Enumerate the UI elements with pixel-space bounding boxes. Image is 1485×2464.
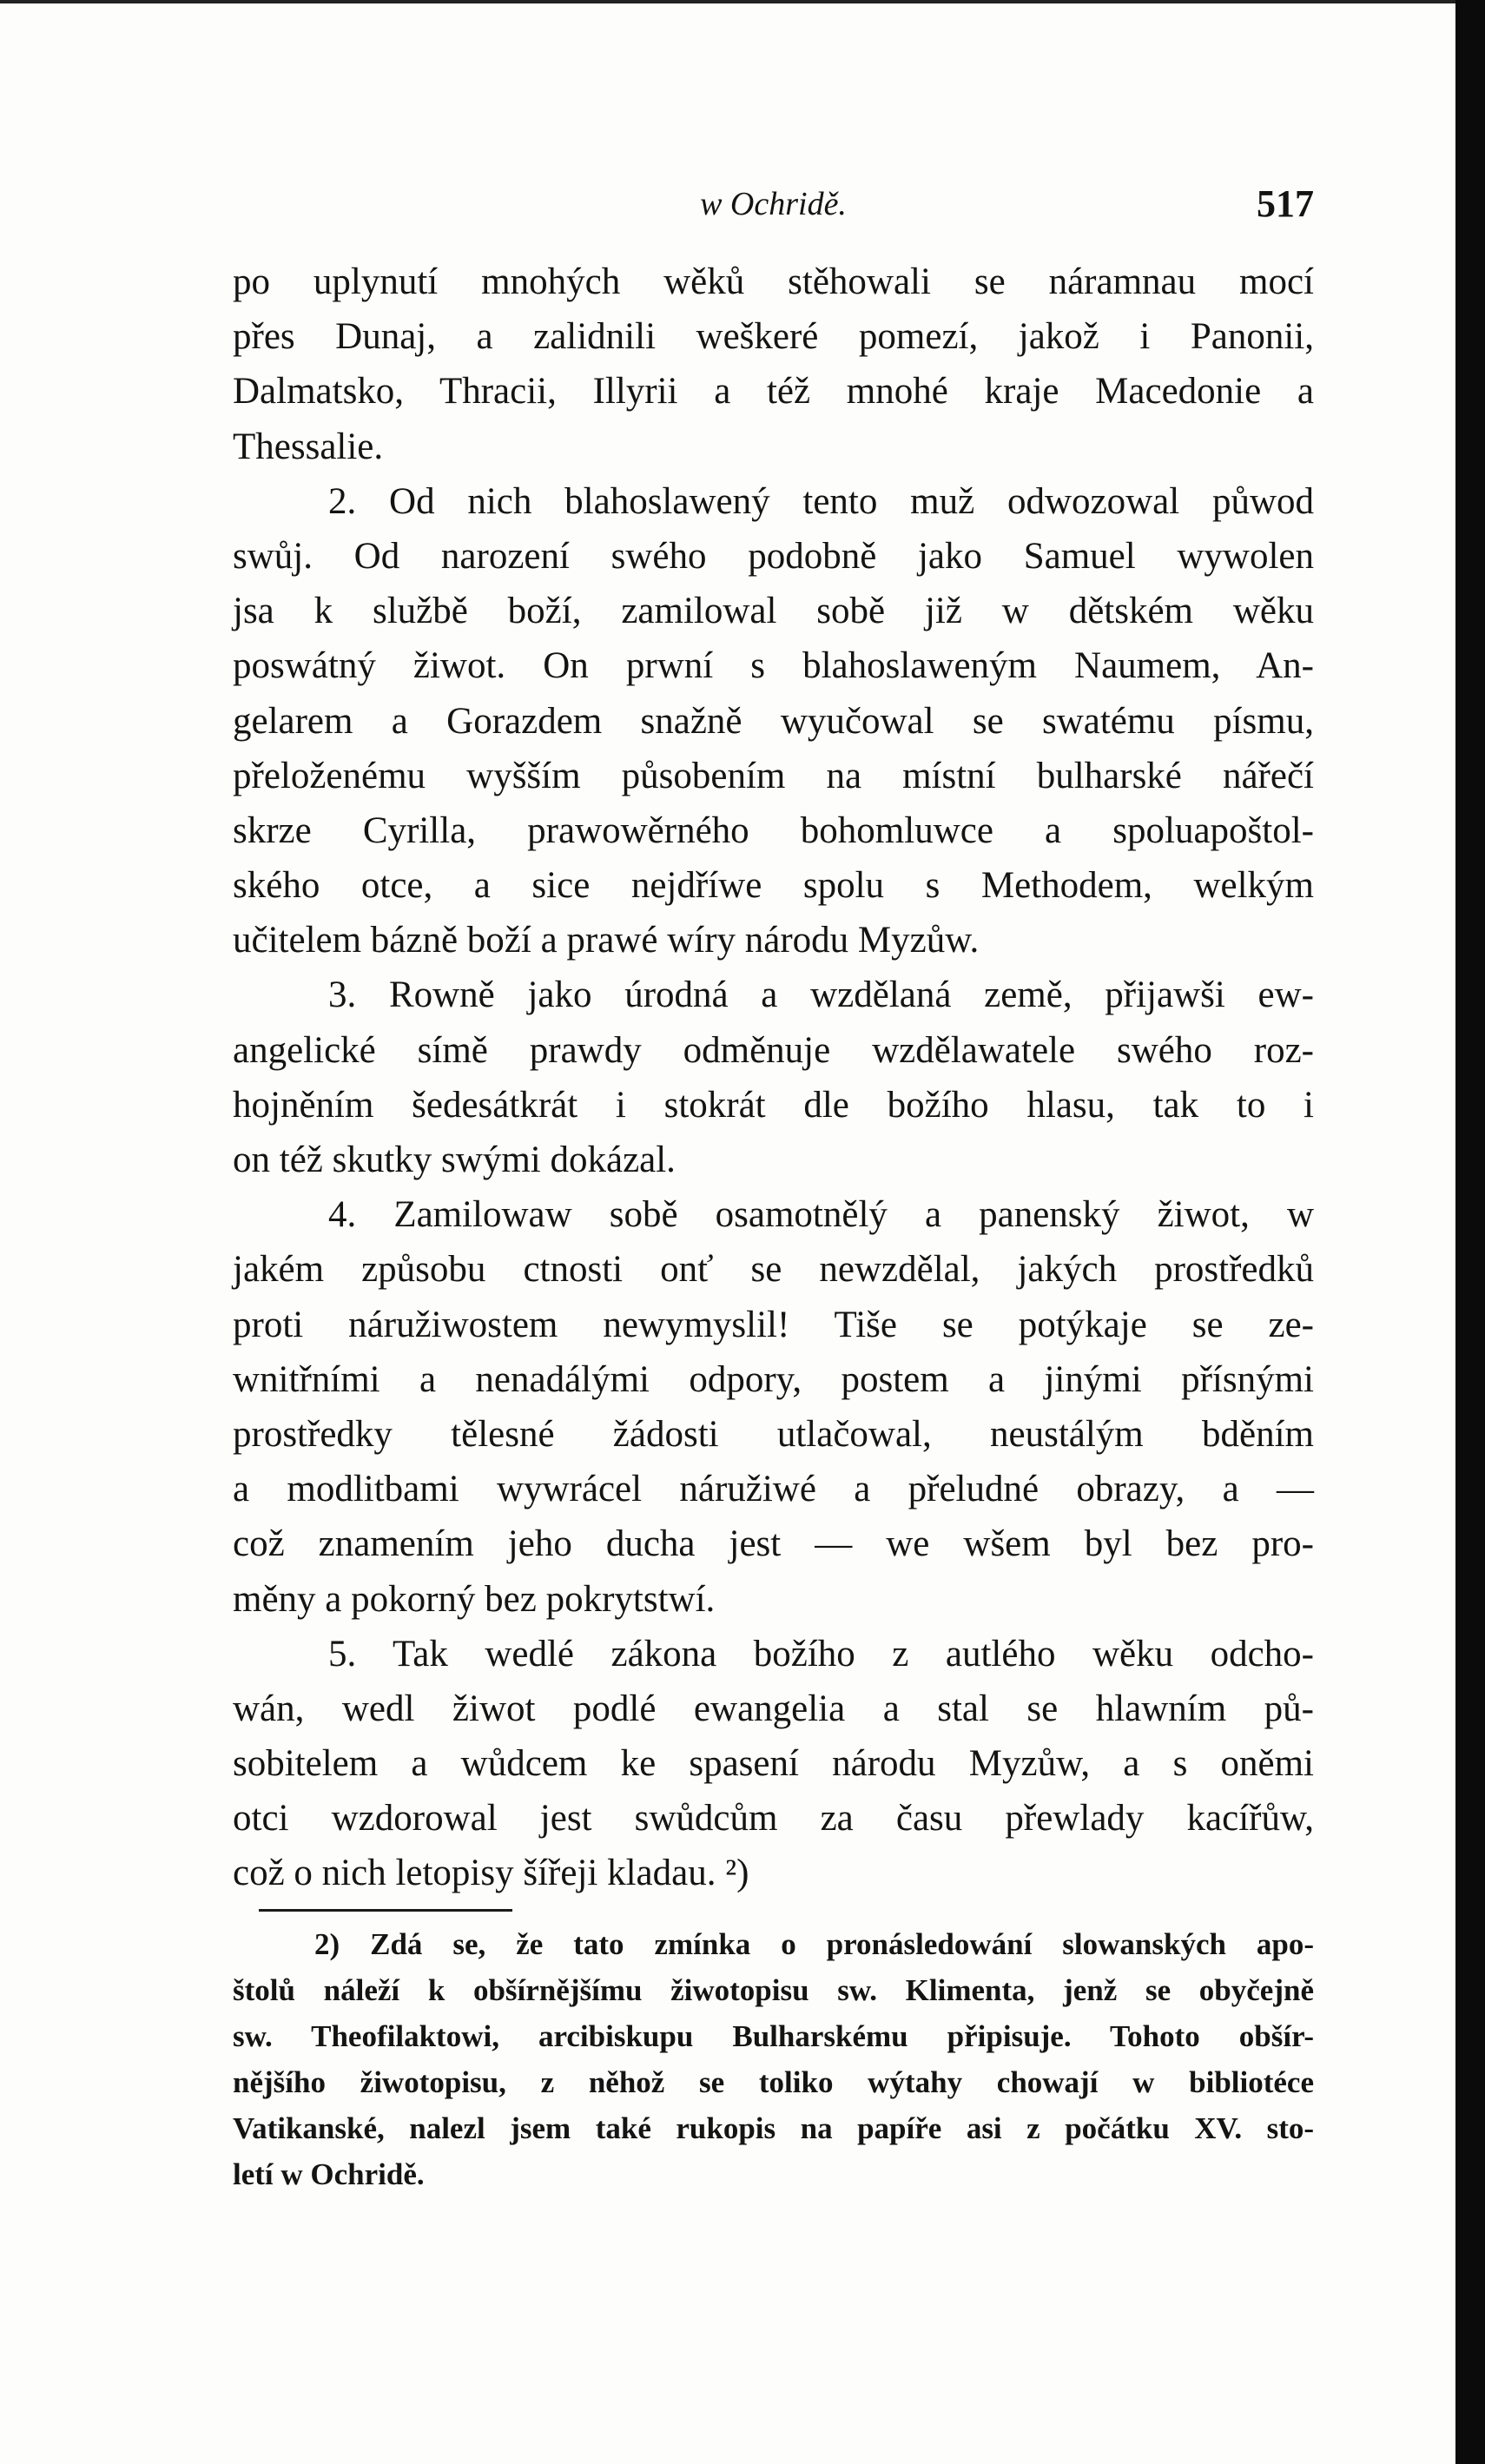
text-line: angelické símě prawdy odměnuje wzdělawatele swého roz- [233, 1029, 1314, 1071]
text-line: měny a pokorný bez pokrytstwí. [233, 1578, 716, 1620]
footnote-line: Vatikanské, nalezl jsem také rukopis na papíře asi z počátku XV. sto- [233, 2111, 1314, 2145]
text-line: wán, wedl žiwot podlé ewangelia a stal se hlawním pů- [233, 1688, 1314, 1729]
footnote-rule [259, 1909, 512, 1912]
text-line: swůj. Od narození swého podobně jako Samuel wywolen [233, 535, 1314, 577]
scan-binding-edge [1455, 0, 1485, 2464]
text-line: Dalmatsko, Thracii, Illyrii a též mnohé kraje Macedonie a [233, 371, 1314, 413]
running-head: w Ochridě. [700, 186, 847, 222]
text-line: přeloženému wyšším působením na místní bulharské nářečí [233, 755, 1314, 796]
text-line: hojněním šedesátkrát i stokrát dle božího hlasu, tak to i [233, 1084, 1314, 1126]
text-line: přes Dunaj, a zalidnili weškeré pomezí, jakož i Panonii, [233, 316, 1314, 358]
page-number: 517 [1257, 182, 1314, 225]
text-line: prostředky tělesné žádosti utlačowal, neustálým bděním [233, 1413, 1314, 1455]
footnote-line: 2) Zdá se, že tato zmínka o pronásledowání slowanských apo- [314, 1927, 1314, 1961]
footnote [233, 1921, 1314, 2197]
text-line: poswátný žiwot. On prwní s blahoslaweným Naumem, An- [233, 645, 1314, 687]
text-line: jakém způsobu ctnosti onť se newzdělal, jakých prostředků [233, 1249, 1314, 1291]
text-line: ského otce, a sice nejdříwe spolu s Methodem, welkým [233, 865, 1314, 907]
footnote-line: sw. Theofilaktowi, arcibiskupu Bulharskému připisuje. Tohoto obšír- [233, 2019, 1314, 2053]
text-line: gelarem a Gorazdem snažně wyučowal se swatému písmu, [233, 700, 1314, 742]
text-line: sobitelem a wůdcem ke spasení národu Myzůw, a s oněmi [233, 1743, 1314, 1785]
footnote-line: letí w Ochridě. [233, 2157, 425, 2191]
text-line: a modlitbami wywrácel náružiwé a přeludné obrazy, a — [233, 1469, 1314, 1510]
text-line: wnitřními a nenadálými odpory, postem a jinými přísnými [233, 1358, 1314, 1400]
text-line: otci wzdorowal jest swůdcům za času přewlady kacířůw, [233, 1798, 1314, 1840]
text-line: Thessalie. [233, 426, 384, 467]
text-line: jsa k službě boží, zamilowal sobě již w dětském wěku [233, 591, 1314, 632]
paragraph-start-line: 3. Rowně jako úrodná a wzdělaná země, přijawši ew- [328, 974, 1314, 1016]
text-line: on též skutky swými dokázal. [233, 1140, 676, 1180]
scan-top-edge [0, 0, 1485, 10]
main-text [233, 254, 1314, 1901]
text-line: což znamením jeho ducha jest — we wšem byl bez pro- [233, 1523, 1314, 1565]
footnote-line: nějšího žiwotopisu, z něhož se toliko wýtahy chowají w bibliotéce [233, 2065, 1314, 2099]
page-header [233, 178, 1314, 230]
paragraph-start-line: 4. Zamilowaw sobě osamotnělý a panenský žiwot, w [328, 1194, 1314, 1236]
text-line: skrze Cyrilla, prawowěrného bohomluwce a spoluapoštol- [233, 809, 1314, 851]
text-line: učitelem bázně boží a prawé wíry národu Myzůw. [233, 920, 980, 961]
text-line: po uplynutí mnohých wěků stěhowali se náramnau mocí [233, 261, 1314, 302]
paragraph-start-line: 2. Od nich blahoslawený tento muž odwozowal půwod [328, 480, 1314, 522]
paragraph-start-line: 5. Tak wedlé zákona božího z autlého wěku odcho- [328, 1633, 1314, 1675]
footnote-line: štolů náleží k obšírnějšímu žiwotopisu sw. Klimenta, jenž se obyčejně [233, 1973, 1314, 2007]
text-line: proti náružiwostem newymyslil! Tiše se potýkaje se ze- [233, 1304, 1314, 1345]
text-line: což o nich letopisy šířeji kladau. ²) [233, 1853, 749, 1894]
